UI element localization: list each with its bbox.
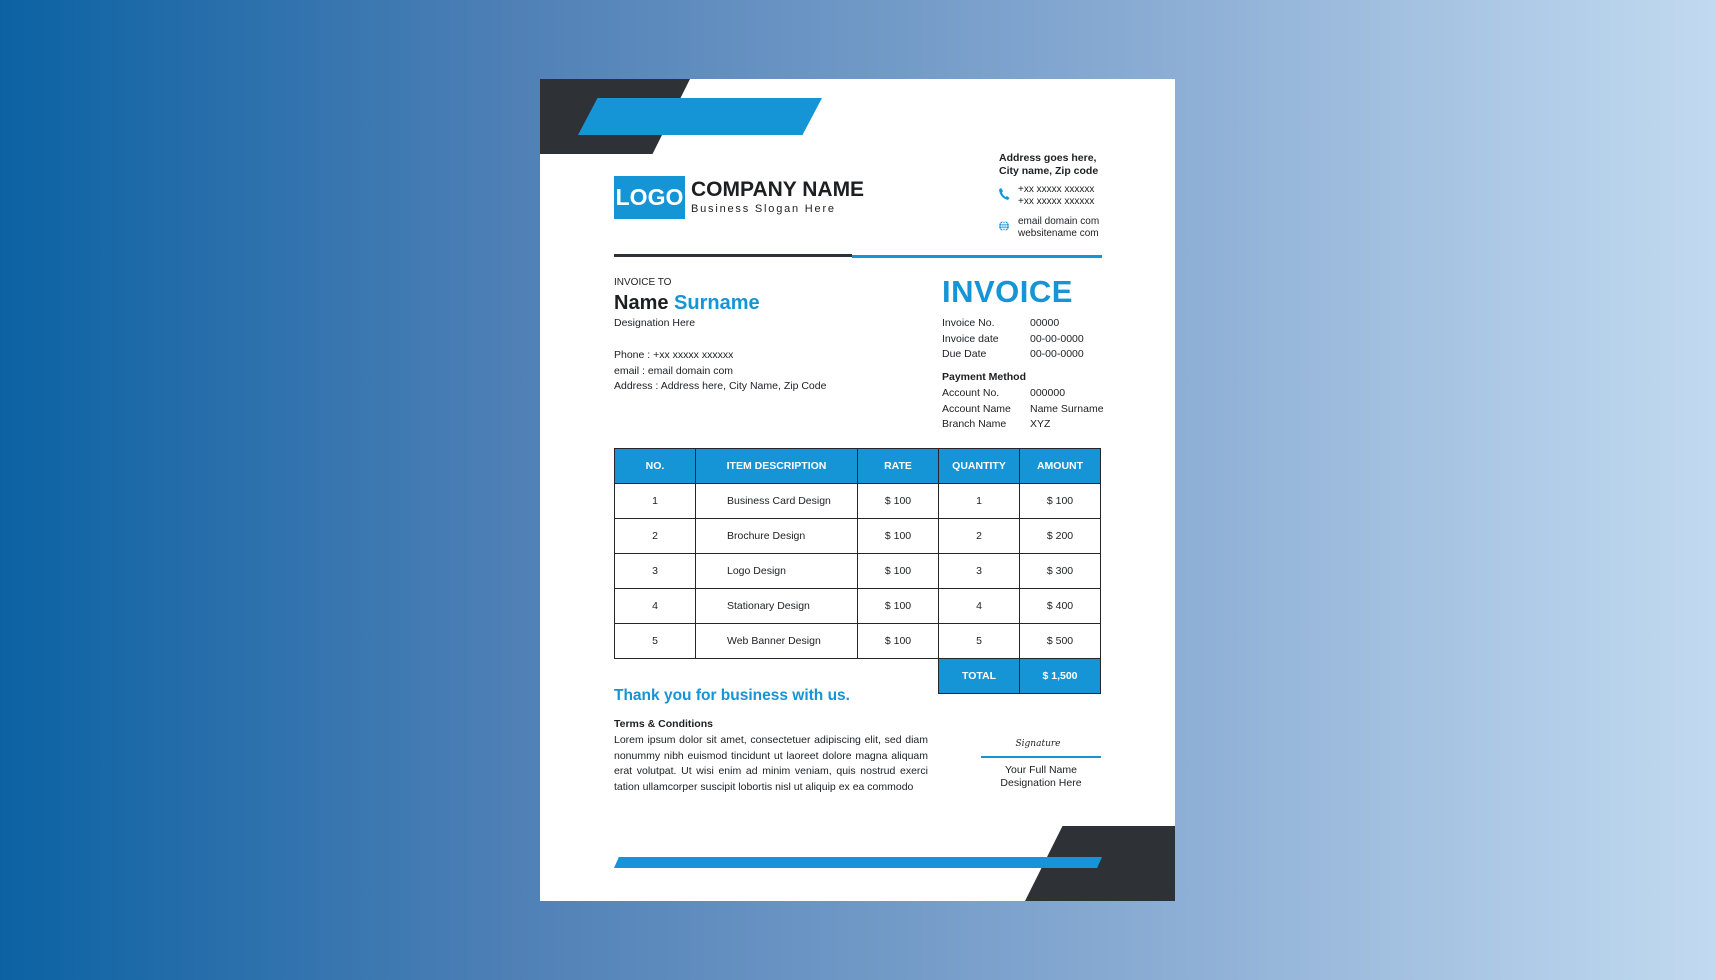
- client-designation: Designation Here: [614, 317, 696, 329]
- invoice-to-label: INVOICE TO: [614, 277, 672, 288]
- address-line-2: City name, Zip code: [999, 165, 1099, 177]
- web-block: [998, 216, 1099, 240]
- cell-amount: $ 200: [1020, 519, 1101, 554]
- signer-block: [961, 764, 1121, 790]
- company-address: [999, 152, 1098, 178]
- cell-quantity: 1: [939, 484, 1020, 519]
- detail-key: Invoice No.: [942, 317, 995, 329]
- client-name: [614, 292, 760, 315]
- company-slogan: Business Slogan Here: [691, 203, 836, 215]
- thank-you-message: Thank you for business with us.: [614, 687, 850, 704]
- cell-amount: $ 100: [1020, 484, 1101, 519]
- payment-row: [942, 386, 1104, 402]
- header-rate: RATE: [858, 449, 939, 484]
- header-quantity: QUANTITY: [939, 449, 1020, 484]
- top-blue-shape: [578, 98, 822, 135]
- invoice-details: [942, 316, 1084, 363]
- cell-description: Web Banner Design: [696, 624, 858, 659]
- table-header-row: [615, 449, 1101, 484]
- client-first-name: Name: [614, 292, 669, 314]
- cell-rate: $ 100: [858, 554, 939, 589]
- client-phone: Phone : +xx xxxxx xxxxxx: [614, 349, 734, 361]
- table-row: [615, 484, 1101, 519]
- invoice-title: INVOICE: [942, 274, 1073, 309]
- detail-value: 00000: [1030, 317, 1060, 329]
- client-surname: Surname: [674, 292, 760, 314]
- cell-no: 4: [615, 589, 696, 624]
- signer-name: Your Full Name: [1005, 764, 1077, 776]
- bottom-blue-stripe: [614, 857, 1102, 868]
- payment-value: Name Surname: [1030, 402, 1104, 415]
- payment-row: [942, 402, 1104, 418]
- cell-description: Logo Design: [696, 554, 858, 589]
- payment-method-title: Payment Method: [942, 371, 1027, 383]
- signature-mark: Signature: [1015, 739, 1061, 749]
- cell-no: 1: [615, 484, 696, 519]
- total-value: $ 1,500: [1020, 659, 1101, 694]
- cell-quantity: 2: [939, 519, 1020, 554]
- header-no: NO.: [615, 449, 696, 484]
- table-row: [615, 554, 1101, 589]
- table-row: [615, 519, 1101, 554]
- company-name: COMPANY NAME: [691, 178, 865, 201]
- invoice-detail-row: [942, 316, 1084, 332]
- header-description: ITEM DESCRIPTION: [696, 449, 858, 484]
- invoice-detail-row: [942, 332, 1084, 348]
- payment-key: Account No.: [942, 387, 1000, 399]
- email: email domain com: [1018, 216, 1100, 227]
- items-table: [614, 448, 1101, 694]
- cell-no: 2: [615, 519, 696, 554]
- cell-no: 3: [615, 554, 696, 589]
- total-label: TOTAL: [939, 659, 1020, 694]
- detail-key: Invoice date: [942, 332, 999, 345]
- cell-description: Brochure Design: [696, 519, 858, 554]
- payment-row: [942, 417, 1104, 433]
- detail-value: 00-00-0000: [1030, 348, 1084, 360]
- cell-amount: $ 400: [1020, 589, 1101, 624]
- cell-rate: $ 100: [858, 519, 939, 554]
- payment-key: Account Name: [942, 402, 1011, 415]
- cell-amount: $ 500: [1020, 624, 1101, 659]
- client-email: email : email domain com: [614, 364, 734, 377]
- divider-dark: [614, 254, 852, 257]
- cell-description: Stationary Design: [696, 589, 858, 624]
- invoice-detail-row: [942, 347, 1084, 363]
- client-address: Address : Address here, City Name, Zip Code: [614, 380, 827, 392]
- cell-rate: $ 100: [858, 624, 939, 659]
- globe-icon: [998, 219, 1010, 233]
- cell-amount: $ 300: [1020, 554, 1101, 589]
- company-logo: LOGO: [614, 176, 685, 219]
- terms-title: Terms & Conditions: [614, 718, 713, 730]
- signer-designation: Designation Here: [1000, 777, 1082, 789]
- phone-2: +xx xxxxx xxxxxx: [1018, 196, 1095, 207]
- phone-block: [998, 184, 1094, 208]
- address-line-1: Address goes here,: [999, 152, 1097, 164]
- header-amount: AMOUNT: [1020, 449, 1101, 484]
- cell-quantity: 4: [939, 589, 1020, 624]
- table-row: [615, 589, 1101, 624]
- cell-no: 5: [615, 624, 696, 659]
- cell-rate: $ 100: [858, 589, 939, 624]
- cell-quantity: 5: [939, 624, 1020, 659]
- terms-body: Lorem ipsum dolor sit amet, consectetuer adipiscing elit, sed diam nonummy nibh euismod tincidunt ut laoreet dolore magna aliquam erat volutpat. Ut wisi enim ad minim veniam, quis nostrud exerci tation ullamcorper suscipit lobortis nisl ut aliquip ex ea commodo: [614, 734, 928, 793]
- payment-value: XYZ: [1030, 418, 1051, 430]
- client-contact: [614, 348, 826, 395]
- phone-icon: [998, 187, 1010, 201]
- cell-quantity: 3: [939, 554, 1020, 589]
- divider-blue: [852, 255, 1102, 258]
- payment-details: [942, 386, 1104, 433]
- detail-key: Due Date: [942, 348, 987, 360]
- website: websitename com: [1018, 228, 1099, 239]
- signature-line: [981, 756, 1101, 758]
- cell-rate: $ 100: [858, 484, 939, 519]
- cell-description: Business Card Design: [696, 484, 858, 519]
- invoice-document: [540, 79, 1175, 901]
- payment-value: 000000: [1030, 387, 1066, 399]
- detail-value: 00-00-0000: [1030, 332, 1084, 345]
- table-row: [615, 624, 1101, 659]
- payment-key: Branch Name: [942, 418, 1007, 430]
- phone-1: +xx xxxxx xxxxxx: [1018, 184, 1095, 195]
